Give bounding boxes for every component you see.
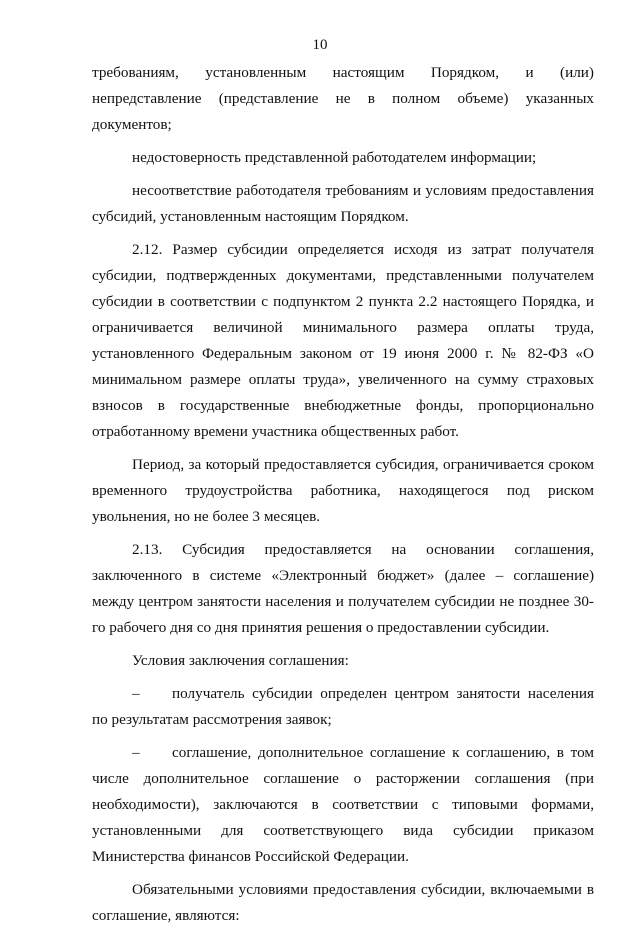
paragraph-2-12-subsidy-amount: 2.12. Размер субсидии определяется исходя из затрат получателя субсидии, подтвержденных документами, представленными получателем субсидии в соответствии с подпунктом 2 пункта 2.2 настоящего Порядка, и ограничивается величиной минимального размера оплаты труда, установленного Федеральным законом от 19 июня 2000 г. № 82-ФЗ «О минимальном размере оплаты труда», увеличенного на сумму страховых взносов в государственные внебюджетные фонды, пропорционально отработанному времени участника общественных работ. xyxy=(92,241,594,440)
list-item-recipient-determined xyxy=(92,681,594,733)
list-item-text: соглашение, дополнительное соглашение к соглашению, в том числе дополнительное соглашение о расторжении соглашения (при необходимости), заключаются в соответствии с типовыми формами, установленными для соответствующего вида субсидии приказом Министерства финансов Российской Федерации. xyxy=(92,744,594,865)
paragraph-unreliable-information: недостоверность представленной работодателем информации; xyxy=(132,149,537,166)
list-dash-marker: – xyxy=(132,685,140,702)
paragraph-subsidy-period: Период, за который предоставляется субсидия, ограничивается сроком временного трудоустройства работника, находящегося под риском увольнения, но не более 3 месяцев. xyxy=(92,456,594,525)
paragraph-requirements-continuation: требованиям, установленным настоящим Порядком, и (или) непредставление (представление не в полном объеме) указанных документов; xyxy=(92,64,594,133)
page-number: 10 xyxy=(312,37,328,53)
list-item-agreement-forms xyxy=(92,740,594,870)
list-item-text: получатель субсидии определен центром занятости населения по результатам рассмотрения заявок; xyxy=(92,685,594,728)
list-dash-marker: – xyxy=(132,744,140,761)
paragraph-mandatory-conditions: Обязательными условиями предоставления субсидии, включаемыми в соглашение, являются: xyxy=(92,881,594,924)
paragraph-employer-noncompliance: несоответствие работодателя требованиям и условиям предоставления субсидий, установленным настоящим Порядком. xyxy=(92,182,594,225)
paragraph-2-13-agreement: 2.13. Субсидия предоставляется на основании соглашения, заключенного в системе «Электронный бюджет» (далее – соглашение) между центром занятости населения и получателем субсидии не позднее 30-го рабочего дня со дня принятия решения о предоставлении субсидии. xyxy=(92,541,594,636)
document-body xyxy=(92,60,594,929)
paragraph-agreement-conditions-heading: Условия заключения соглашения: xyxy=(132,652,349,669)
